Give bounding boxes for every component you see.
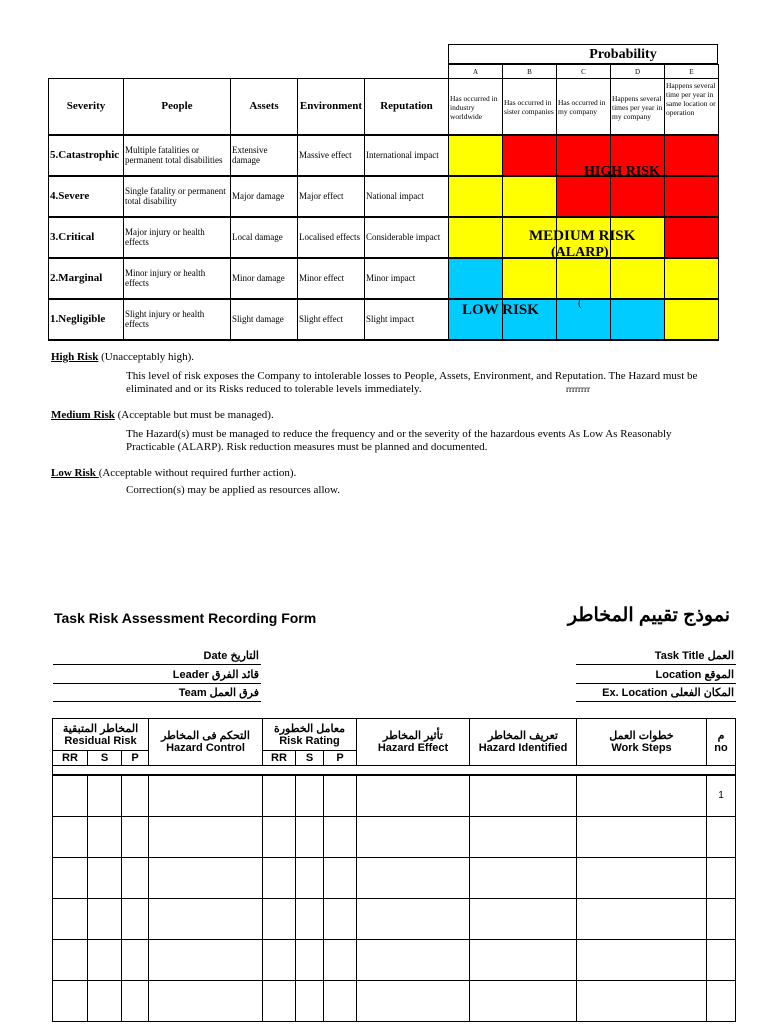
high-risk-zone-label: HIGH RISK <box>584 164 660 179</box>
environment-cell: Minor effect <box>298 258 365 299</box>
risk-cell <box>665 135 719 176</box>
risk-cell <box>503 135 557 176</box>
form-cell[interactable] <box>470 899 577 940</box>
form-cell[interactable] <box>53 940 88 981</box>
hazard-control-header-ar: التحكم فى المخاطر <box>161 730 250 742</box>
form-cell[interactable] <box>149 899 263 940</box>
form-cell[interactable] <box>88 858 122 899</box>
assets-cell: Local damage <box>231 217 298 258</box>
form-cell[interactable] <box>470 775 577 817</box>
high-risk-term: High Risk <box>51 351 99 363</box>
residual-risk-header-en: Residual Risk <box>64 734 137 747</box>
form-cell[interactable] <box>149 817 263 858</box>
prob-letter-c: C <box>557 65 611 79</box>
form-cell[interactable] <box>577 940 707 981</box>
header-separator <box>53 766 736 776</box>
people-cell: Major injury or health effects <box>124 217 231 258</box>
rating-s-header: S <box>296 751 324 766</box>
table-row <box>53 981 736 1022</box>
rating-rr-header: RR <box>263 751 296 766</box>
prob-desc-b: Has occurred in sister companies <box>503 79 557 135</box>
environment-cell: Slight effect <box>298 299 365 340</box>
form-cell[interactable] <box>122 981 149 1022</box>
form-cell[interactable] <box>149 940 263 981</box>
severity-severe: 4.Severe <box>49 176 124 217</box>
form-cell[interactable] <box>577 981 707 1022</box>
form-cell[interactable] <box>357 858 470 899</box>
severity-marginal: 2.Marginal <box>49 258 124 299</box>
risk-cell <box>665 217 719 258</box>
risk-cell <box>557 176 611 217</box>
medium-risk-qualifier: (Acceptable but must be managed). <box>114 409 274 421</box>
form-cell[interactable] <box>324 899 357 940</box>
hazard-control-header <box>149 719 263 766</box>
prob-desc-d: Happens several times per year in my company <box>611 79 665 135</box>
environment-header: Environment <box>298 79 365 135</box>
environment-cell: Major effect <box>298 176 365 217</box>
assets-cell: Major damage <box>231 176 298 217</box>
hazard-identified-header-ar: تعريف المخاطر <box>488 730 558 742</box>
medium-risk-term: Medium Risk <box>51 409 115 421</box>
environment-cell: Localised effects <box>298 217 365 258</box>
risk-cell <box>665 258 719 299</box>
severity-header: Severity <box>49 79 124 135</box>
people-cell: Slight injury or health effects <box>124 299 231 340</box>
form-cell[interactable] <box>470 817 577 858</box>
hazard-identified-header-en: Hazard Identified <box>478 742 568 754</box>
low-risk-zone-label: LOW RISK <box>462 302 539 318</box>
form-cell[interactable] <box>577 858 707 899</box>
form-cell[interactable] <box>357 981 470 1022</box>
form-cell[interactable] <box>88 940 122 981</box>
form-cell[interactable] <box>707 817 736 858</box>
residual-risk-header <box>53 719 149 751</box>
form-cell[interactable] <box>263 817 296 858</box>
form-cell[interactable] <box>88 775 122 817</box>
form-cell[interactable] <box>88 981 122 1022</box>
prob-letter-d: D <box>611 65 665 79</box>
row-number: 1 <box>707 775 736 817</box>
environment-cell: Massive effect <box>298 135 365 176</box>
prob-desc-a: Has occurred in industry worldwide <box>449 79 503 135</box>
team-field[interactable]: Team فرق العمل <box>53 686 261 702</box>
medium-risk-body-line-1: The Hazard(s) must be managed to reduce the frequency and or the severity of the hazardous events As Low As Reasonably <box>126 428 672 440</box>
prob-letter-e: E <box>665 65 719 79</box>
form-cell[interactable] <box>707 940 736 981</box>
form-cell[interactable] <box>53 817 88 858</box>
form-cell[interactable] <box>707 858 736 899</box>
form-cell[interactable] <box>324 817 357 858</box>
location-field[interactable]: Location الموقع <box>576 668 736 684</box>
assets-cell: Minor damage <box>231 258 298 299</box>
form-cell[interactable] <box>53 899 88 940</box>
form-cell[interactable] <box>263 858 296 899</box>
risk-cell <box>665 299 719 340</box>
stray-paren: ( <box>578 297 582 309</box>
reputation-cell: Slight impact <box>365 299 449 340</box>
form-cell[interactable] <box>470 981 577 1022</box>
task-title-field[interactable]: Task Title العمل <box>576 649 736 665</box>
hazard-control-header-en: Hazard Control <box>166 742 245 754</box>
high-risk-body-line-2-text: eliminated and or its Risks reduced to tolerable levels immediately. <box>126 383 422 395</box>
reputation-cell: Considerable impact <box>365 217 449 258</box>
form-cell[interactable] <box>53 858 88 899</box>
form-cell[interactable] <box>296 817 324 858</box>
assets-cell: Extensive damage <box>231 135 298 176</box>
risk-cell <box>449 258 503 299</box>
form-title-arabic: نموذج تقييم المخاطر <box>567 605 730 626</box>
risk-cell <box>503 258 557 299</box>
risk-matrix-table <box>48 64 719 341</box>
risk-rating-header <box>263 719 357 751</box>
form-cell[interactable] <box>263 981 296 1022</box>
form-cell[interactable] <box>296 899 324 940</box>
severity-critical: 3.Critical <box>49 217 124 258</box>
ex-location-field[interactable]: Ex. Location المكان الفعلى <box>576 686 736 702</box>
risk-cell <box>449 135 503 176</box>
table-row <box>53 817 736 858</box>
high-risk-body <box>126 370 716 396</box>
risk-cell <box>449 176 503 217</box>
form-cell[interactable] <box>122 899 149 940</box>
medium-risk-body-line-2: Practicable (ALARP). Risk reduction measures must be planned and documented. <box>126 441 488 453</box>
form-cell[interactable] <box>470 858 577 899</box>
form-cell[interactable] <box>296 940 324 981</box>
table-row <box>53 858 736 899</box>
form-cell[interactable] <box>324 981 357 1022</box>
form-cell[interactable] <box>149 981 263 1022</box>
reputation-cell: International impact <box>365 135 449 176</box>
hazard-identified-header <box>470 719 577 766</box>
form-cell[interactable] <box>324 858 357 899</box>
low-risk-body: Correction(s) may be applied as resources allow. <box>126 484 341 496</box>
work-steps-header-en: Work Steps <box>611 742 672 754</box>
form-cell[interactable] <box>470 940 577 981</box>
risk-rating-header-ar: معامل الخطورة <box>273 722 346 735</box>
prob-letter-b: B <box>503 65 557 79</box>
severity-negligible: 1.Negligible <box>49 299 124 340</box>
table-row <box>53 899 736 940</box>
low-risk-definition <box>51 467 296 479</box>
form-cell[interactable] <box>324 940 357 981</box>
form-cell[interactable] <box>357 775 470 817</box>
risk-cell <box>449 217 503 258</box>
hazard-effect-header-ar: تأثير المخاطر <box>383 730 443 742</box>
form-cell[interactable] <box>296 858 324 899</box>
people-cell: Single fatality or permanent total disability <box>124 176 231 217</box>
high-risk-body-line-2 <box>126 383 716 396</box>
alarp-zone-label: (ALARP) <box>551 245 609 260</box>
form-cell[interactable] <box>357 817 470 858</box>
residual-p-header: P <box>122 751 149 766</box>
number-header-ar: م <box>717 730 725 742</box>
form-cell[interactable] <box>53 981 88 1022</box>
work-steps-header <box>577 719 707 766</box>
form-cell[interactable] <box>263 940 296 981</box>
form-cell[interactable] <box>263 899 296 940</box>
form-cell[interactable] <box>53 775 88 817</box>
people-cell: Multiple fatalities or permanent total disabilities <box>124 135 231 176</box>
medium-risk-body <box>126 428 716 454</box>
form-cell[interactable] <box>296 981 324 1022</box>
leader-field[interactable]: Leader قائد الفرق <box>53 668 261 684</box>
form-cell[interactable] <box>122 858 149 899</box>
form-cell[interactable] <box>577 817 707 858</box>
medium-risk-zone-label: MEDIUM RISK <box>529 228 636 244</box>
low-risk-term: Low Risk <box>51 467 99 479</box>
form-cell[interactable] <box>357 899 470 940</box>
form-cell[interactable] <box>122 817 149 858</box>
form-cell[interactable] <box>88 817 122 858</box>
low-risk-qualifier: (Acceptable without required further action). <box>98 467 297 479</box>
reputation-header: Reputation <box>365 79 449 135</box>
table-row <box>53 940 736 981</box>
form-cell[interactable] <box>122 775 149 817</box>
form-cell[interactable] <box>149 775 263 817</box>
form-cell[interactable] <box>357 940 470 981</box>
form-cell[interactable] <box>149 858 263 899</box>
risk-cell <box>611 176 665 217</box>
assets-cell: Slight damage <box>231 299 298 340</box>
form-cell[interactable] <box>707 981 736 1022</box>
prob-letter-a: A <box>449 65 503 79</box>
form-cell[interactable] <box>707 899 736 940</box>
risk-cell <box>611 299 665 340</box>
hazard-effect-header-en: Hazard Effect <box>377 742 449 754</box>
reputation-cell: National impact <box>365 176 449 217</box>
form-title-english: Task Risk Assessment Recording Form <box>54 610 317 626</box>
form-cell[interactable] <box>577 899 707 940</box>
form-cell[interactable] <box>296 775 324 817</box>
risk-cell <box>665 176 719 217</box>
severity-catastrophic: 5.Catastrophic <box>49 135 124 176</box>
medium-risk-definition <box>51 409 274 421</box>
risk-cell <box>503 176 557 217</box>
residual-risk-header-ar: المخاطر المتبقية <box>62 722 139 735</box>
table-row <box>53 775 736 817</box>
people-cell: Minor injury or health effects <box>124 258 231 299</box>
high-risk-qualifier: (Unacceptably high). <box>98 351 194 363</box>
high-risk-body-line-1: This level of risk exposes the Company to intolerable losses to People, Assets, Environment, and Reputation. The Hazard must be <box>126 370 698 382</box>
risk-cell <box>611 258 665 299</box>
high-risk-stray-text: rrrrrrrr <box>566 384 590 394</box>
work-steps-header-ar: خطوات العمل <box>609 730 674 742</box>
probability-header: Probability <box>448 44 718 64</box>
date-field[interactable]: Date التاريخ <box>53 649 261 665</box>
form-cell[interactable] <box>577 775 707 817</box>
form-cell[interactable] <box>263 775 296 817</box>
people-header: People <box>124 79 231 135</box>
rating-p-header: P <box>324 751 357 766</box>
number-header-en: no <box>714 742 728 754</box>
residual-rr-header: RR <box>53 751 88 766</box>
risk-cell <box>557 299 611 340</box>
form-cell[interactable] <box>122 940 149 981</box>
number-header <box>707 719 736 766</box>
hazard-effect-header <box>357 719 470 766</box>
form-cell[interactable] <box>88 899 122 940</box>
risk-rating-header-en: Risk Rating <box>279 734 340 747</box>
risk-cell <box>557 258 611 299</box>
form-cell[interactable] <box>324 775 357 817</box>
assets-header: Assets <box>231 79 298 135</box>
reputation-cell: Minor impact <box>365 258 449 299</box>
risk-assessment-form-table <box>52 718 736 1022</box>
prob-desc-e: Happens several time per year in same location or operation <box>665 79 719 135</box>
high-risk-definition <box>51 351 194 363</box>
residual-s-header: S <box>88 751 122 766</box>
prob-desc-c: Has occurred in my company <box>557 79 611 135</box>
